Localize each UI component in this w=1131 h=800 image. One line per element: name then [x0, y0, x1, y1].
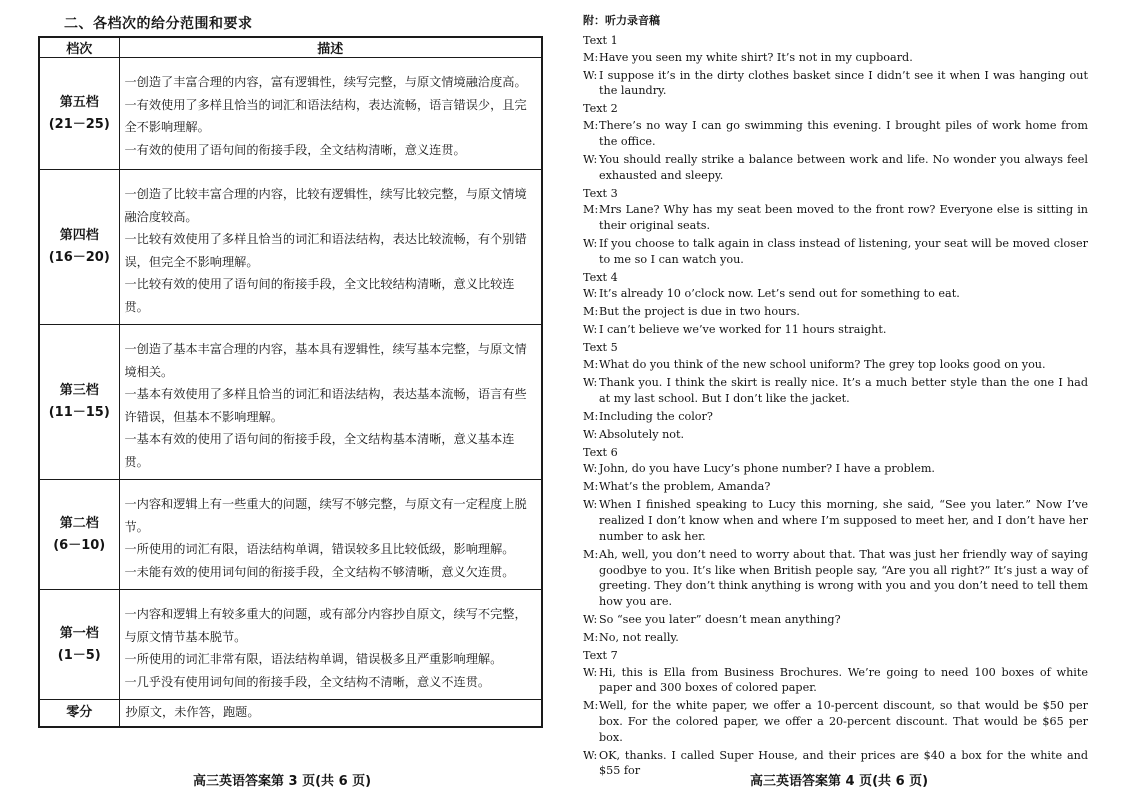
- description-cell: [119, 170, 542, 325]
- speaker-label: W:: [583, 612, 598, 626]
- criterion-line: 一未能有效的使用词句间的衔接手段，全文结构不够清晰，意义欠连贯。: [124, 564, 515, 579]
- level-range: (21－25): [48, 116, 110, 132]
- dialogue-line: [583, 665, 1088, 696]
- description-cell: [119, 325, 542, 480]
- description-cell: [119, 480, 542, 590]
- speaker-label: W:: [583, 376, 598, 390]
- utterance-text: Hi, this is Ella from Business Brochures. We’re going to need 100 boxes of white paper and 300 boxes of colored paper.: [599, 665, 1088, 695]
- dialogue-line: [583, 479, 1088, 495]
- text-label: Text 5: [583, 341, 618, 355]
- speaker-label: W:: [583, 498, 598, 512]
- utterance-text: Including the color?: [599, 409, 713, 423]
- speaker-label: W:: [583, 427, 598, 441]
- speaker-label: W:: [583, 287, 598, 301]
- speaker-label: W:: [583, 665, 598, 679]
- speaker-label: W:: [583, 323, 598, 337]
- header-description: 描述: [119, 37, 542, 58]
- dialogue-line: [583, 357, 1088, 373]
- level-name: 第三档: [59, 383, 99, 398]
- table-row-zero: [39, 700, 542, 727]
- utterance-text: There’s no way I can go swimming this evening. I brought piles of work home from the office.: [599, 119, 1088, 148]
- table-header-row: [39, 37, 542, 58]
- listening-transcript: [583, 33, 1088, 779]
- speaker-label: W:: [583, 748, 598, 762]
- level-range: (11－15): [48, 405, 110, 420]
- utterance-text: What’s the problem, Amanda?: [599, 480, 771, 494]
- utterance-text: OK, thanks. I called Super House, and their prices are $40 a box for the white and $55 for: [599, 748, 1088, 778]
- dialogue-line: [583, 118, 1088, 149]
- dialogue-line: [583, 461, 1088, 477]
- level-range: (1－5): [57, 647, 101, 663]
- level-range: (16－20): [48, 250, 110, 265]
- criterion-line: 一创造了丰富合理的内容，富有逻辑性，续写完整，与原文情境融洽度高。: [124, 75, 527, 89]
- page-footer-right: 高三英语答案第 4 页(共 6 页): [750, 774, 929, 789]
- description-cell: [119, 58, 542, 170]
- utterance-text: But the project is due in two hours.: [599, 305, 800, 319]
- dialogue-line: [583, 698, 1088, 745]
- utterance-text: Have you seen my white shirt? It’s not in my cupboard.: [599, 50, 913, 64]
- speaker-label: W:: [583, 462, 598, 476]
- utterance-text: What do you think of the new school uniform? The grey top looks good on you.: [599, 358, 1046, 372]
- text-label: Text 3: [583, 186, 618, 200]
- speaker-label: W:: [583, 236, 598, 250]
- right-page: [583, 12, 1088, 781]
- level-name: 第五档: [59, 94, 99, 110]
- criterion-line: 一基本有效的使用了语句间的衔接手段，全文结构基本清晰，意义基本连贯。: [124, 432, 515, 469]
- dialogue-line: [583, 68, 1088, 99]
- utterance-text: Well, for the white paper, we offer a 10-percent discount, so that would be $50 per box. For the colored paper, we offer a 20-percent discount. That would be $65 per box.: [599, 699, 1088, 744]
- dialogue-line: [583, 427, 1088, 443]
- speaker-label: W:: [583, 68, 598, 82]
- criterion-line: 一所使用的词汇非常有限，语法结构单调，错误极多且严重影响理解。: [124, 652, 503, 666]
- section-title: 二、各档次的给分范围和要求: [64, 16, 253, 32]
- level-name: 第一档: [59, 625, 99, 641]
- utterance-text: John, do you have Lucy’s phone number? I have a problem.: [599, 462, 935, 476]
- level-cell: [39, 480, 119, 590]
- dialogue-line: [583, 152, 1088, 183]
- criterion-line: 一内容和逻辑上有较多重大的问题，或有部分内容抄自原文，续写不完整，与原文情节基本脱节。: [124, 607, 527, 644]
- speaker-label: M:: [583, 119, 599, 133]
- text-label: Text 4: [583, 270, 618, 284]
- utterance-text: Mrs Lane? Why has my seat been moved to the front row? Everyone else is sitting in their original seats.: [599, 203, 1088, 232]
- utterance-text: It’s already 10 o’clock now. Let’s send out for something to eat.: [599, 287, 960, 301]
- speaker-label: M:: [583, 547, 599, 561]
- dialogue-line: [583, 202, 1088, 233]
- level-name: 第二档: [59, 515, 99, 531]
- speaker-label: M:: [583, 630, 599, 644]
- dialogue-line: [583, 497, 1088, 544]
- utterance-text: You should really strike a balance between work and life. No wonder you always feel exhausted and sleepy.: [599, 152, 1088, 182]
- criterion-line: 一比较有效使用了多样且恰当的词汇和语法结构，表达比较流畅，有个别错误，但完全不影响理解。: [124, 232, 527, 269]
- level-range: (6－10): [53, 537, 106, 553]
- table-row: [39, 58, 542, 170]
- speaker-label: M:: [583, 480, 599, 494]
- page-footer-left: 高三英语答案第 3 页(共 6 页): [193, 774, 372, 789]
- speaker-label: M:: [583, 409, 599, 423]
- zero-description: 抄原文，未作答，跑题。: [119, 700, 542, 727]
- criterion-line: 一创造了比较丰富合理的内容，比较有逻辑性，续写比较完整，与原文情境融洽度较高。: [124, 187, 527, 224]
- dialogue-line: [583, 547, 1088, 610]
- utterance-text: So “see you later” doesn’t mean anything?: [599, 612, 841, 626]
- utterance-text: Thank you. I think the skirt is really nice. It’s a much better style than the one I had at my last school. But I don’t like the jacket.: [599, 376, 1088, 405]
- utterance-text: No, not really.: [599, 630, 679, 644]
- utterance-text: Ah, well, you don’t need to worry about that. That was just her friendly way of saying goodbye to you. It’s like when British people say, “Are you all right?” It’s just a way of greeting. They don’t think anything is wrong with you and you don’t need to tell them how you are.: [599, 547, 1088, 608]
- utterance-text: If you choose to talk again in class instead of listening, your seat will be moved closer to me so I can watch you.: [599, 236, 1088, 266]
- speaker-label: W:: [583, 152, 598, 166]
- text-label: Text 7: [583, 648, 618, 662]
- utterance-text: I suppose it’s in the dirty clothes basket since I didn’t see it when I was hanging out the laundry.: [599, 68, 1088, 98]
- criterion-line: 一有效使用了多样且恰当的词汇和语法结构，表达流畅，语言错误少，且完全不影响理解。: [124, 97, 527, 134]
- header-level: 档次: [39, 37, 119, 58]
- utterance-text: I can’t believe we’ve worked for 11 hours straight.: [599, 323, 887, 337]
- utterance-text: When I finished speaking to Lucy this morning, she said, “See you later.” Now I’ve realized I don’t know when and where I’m supposed to meet her, and I don’t have her number to ask her.: [599, 498, 1088, 543]
- description-cell: [119, 590, 542, 700]
- dialogue-line: [583, 304, 1088, 320]
- criterion-line: 一所使用的词汇有限，语法结构单调，错误较多且比较低级，影响理解。: [124, 542, 515, 556]
- criterion-line: 一有效的使用了语句间的衔接手段，全文结构清晰，意义连贯。: [124, 142, 466, 157]
- criterion-line: 一创造了基本丰富合理的内容，基本具有逻辑性，续写基本完整，与原文情境相关。: [124, 342, 527, 379]
- table-row: [39, 590, 542, 700]
- dialogue-line: [583, 612, 1088, 628]
- text-label: Text 6: [583, 445, 618, 459]
- level-cell: [39, 58, 119, 170]
- text-label: Text 1: [583, 34, 618, 47]
- dialogue-line: [583, 375, 1088, 406]
- speaker-label: M:: [583, 305, 599, 319]
- dialogue-line: [583, 322, 1088, 338]
- table-row: [39, 170, 542, 325]
- criterion-line: 一几乎没有使用词句间的衔接手段，全文结构不清晰，意义不连贯。: [124, 674, 491, 689]
- speaker-label: M:: [583, 699, 599, 713]
- level-cell: [39, 170, 119, 325]
- dialogue-line: [583, 630, 1088, 646]
- table-row: [39, 480, 542, 590]
- utterance-text: Absolutely not.: [599, 427, 685, 441]
- level-name-zero: 零分: [39, 700, 119, 727]
- dialogue-line: [583, 236, 1088, 267]
- dialogue-line: [583, 50, 1088, 66]
- level-cell: [39, 325, 119, 480]
- criterion-line: 一内容和逻辑上有一些重大的问题，续写不够完整，与原文有一定程度上脱节。: [124, 497, 527, 534]
- dialogue-line: [583, 409, 1088, 425]
- text-label: Text 2: [583, 102, 618, 116]
- grading-table: [38, 36, 543, 728]
- criterion-line: 一比较有效的使用了语句间的衔接手段，全文比较结构清晰，意义比较连贯。: [124, 277, 515, 314]
- table-row: [39, 325, 542, 480]
- speaker-label: M:: [583, 50, 599, 64]
- criterion-line: 一基本有效使用了多样且恰当的词汇和语法结构，表达基本流畅，语言有些许错误，但基本不影响理解。: [124, 387, 527, 424]
- speaker-label: M:: [583, 203, 599, 217]
- level-name: 第四档: [59, 228, 99, 243]
- appendix-title: 附：听力录音稿: [583, 14, 660, 27]
- level-cell: [39, 590, 119, 700]
- dialogue-line: [583, 286, 1088, 302]
- speaker-label: M:: [583, 358, 599, 372]
